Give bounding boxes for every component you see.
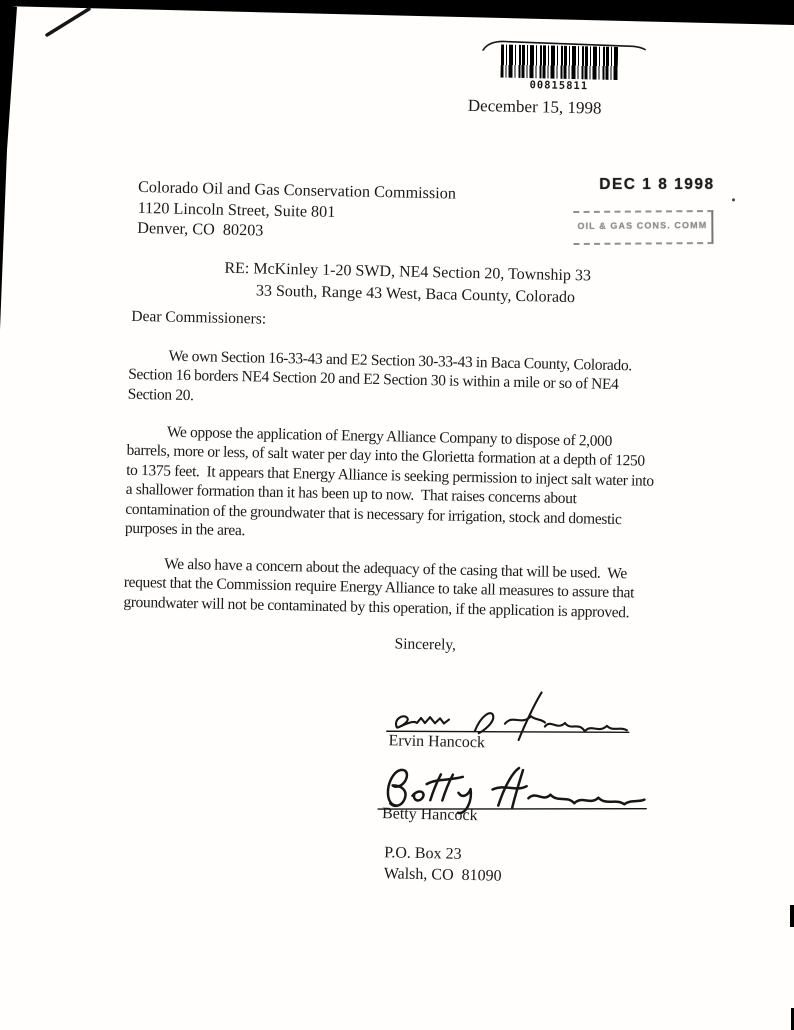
letter-date: December 15, 1998 [467,95,602,118]
betty-printed-name: Betty Hancock [381,805,478,825]
received-stamp-box [573,210,713,245]
salutation: Dear Commissioners: [131,307,267,328]
scan-speck [732,198,735,201]
sender-address: P.O. Box 23 Walsh, CO 81090 [383,844,502,885]
re-line-1: RE: McKinley 1-20 SWD, NE4 Section 20, Township 33 [224,259,592,285]
closing-sincerely: Sincerely, [394,635,457,654]
recipient-address: Colorado Oil and Gas Conservation Commission 1120 Lincoln Street, Suite 801 Denver, CO 80203 [137,177,457,240]
barcode [500,45,618,80]
received-date-stamp: DEC 1 8 1998 [599,175,715,193]
received-stamp-agency: OIL & GAS CONS. COMM [577,220,708,231]
re-subject-block [224,258,591,309]
body-paragraph-1: We own Section 16-33-43 and E2 Section 30-33-43 in Baca County, Colorado. Section 16 borders NE4 Section 20 and E2 Section 30 is within a mile or so of NE4 Section 20. [127,347,633,404]
body-paragraph-3: We also have a concern about the adequacy of the casing that will be used. We request that the Commission require Energy Alliance to take all measures to assure that groundwater will not be contaminated by this operation, if the application is approved. [123,555,635,622]
re-line-2: 33 South, Range 43 West, Baca County, Colorado [255,281,576,306]
body-paragraph-2: We oppose the application of Energy Alliance Company to dispose of 2,000 barrels, more or less, of salt water per day into the Glorietta formation at a depth of 1250 to 1375 feet. It appears that Energy Alliance is seeking permission to inject salt water into a shallower formation than it has been up to now. That raises concerns about contamination of the groundwater that is necessary for irrigation, stock and domestic purposes in the area. [124,423,654,540]
ervin-printed-name: Ervin Hancock [388,732,486,752]
barcode-number: 00815811 [529,79,589,93]
scan-edge-right-dash [790,905,794,927]
